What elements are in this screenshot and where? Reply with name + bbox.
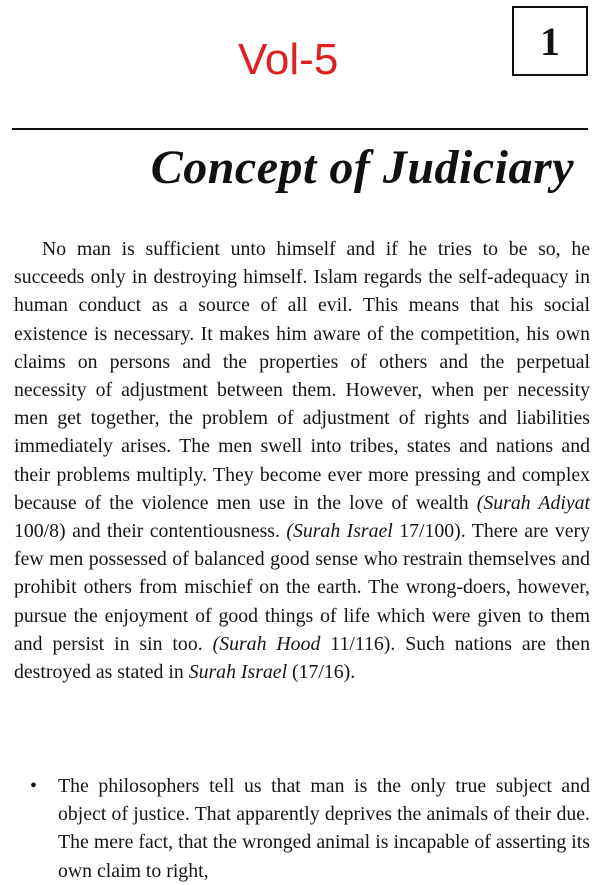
volume-label: Vol-5 <box>238 35 339 84</box>
reference-surah-hood: (Surah Hood <box>212 632 321 655</box>
bullet-marker: • <box>30 775 37 797</box>
chapter-title: Concept of Judiciary <box>150 141 574 194</box>
reference-surah-israel-2: Surah Israel <box>188 661 288 684</box>
chapter-number-box: 1 <box>512 6 588 76</box>
paragraph-text-4: 11/116). Such nations are then destroyed as stated in <box>14 632 590 684</box>
header-divider <box>12 128 588 130</box>
paragraph-text-1: No man is sufficient unto himself and if he tries to be so, he succeeds only in destroying himself. Islam regards the self-adequacy in human conduct as a source of all evil. This means that his social existence is necessary. It makes him aware of the competition, his own claims on persons and the properties of others and the perpetual necessity of adjustment between them. However, when per necessity men get together, the problem of adjustment of rights and liabilities immediately arises. The men swell into tribes, states and nations and their problems multiply. They become ever more pressing and complex because of the violence men use in the love of wealth <box>14 238 590 514</box>
paragraph-text-3: 17/100). There are very few men possessed of balanced good sense who restrain themselves and prohibit others from mischief on the earth. The wrong-doers, however, pursue the enjoyment of good things of life which were given to them and persist in sin too. <box>14 520 590 655</box>
reference-surah-adiyat: (Surah Adiyat <box>476 491 590 514</box>
reference-surah-israel: (Surah Israel <box>286 520 393 543</box>
bullet-text: The philosophers tell us that man is the only true subject and object of justice. That apparently deprives the animals of their due. The mere fact, that the wronged animal is incapable of asserting its own claim to right, <box>58 775 590 882</box>
body-paragraph <box>14 235 590 686</box>
paragraph-text-5: (17/16). <box>287 661 356 684</box>
paragraph-text-2: 100/8) and their contentiousness. <box>14 520 287 543</box>
